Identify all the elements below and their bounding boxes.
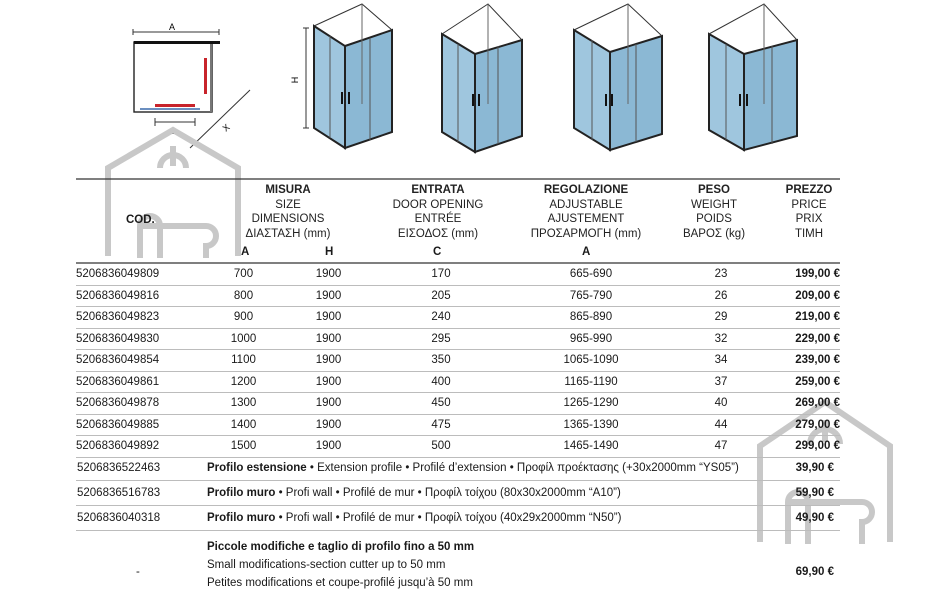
cell-c: 400 <box>376 371 506 393</box>
cell-a: 900 <box>206 307 281 329</box>
table-row <box>76 307 840 329</box>
cell-code: 5206836049892 <box>76 436 206 458</box>
cell-w: 32 <box>676 328 766 350</box>
cell-adj: 1265-1290 <box>506 393 676 415</box>
label-x: X <box>220 121 232 134</box>
profile-price: 59,90 € <box>795 487 834 499</box>
header-weight <box>672 183 756 241</box>
cell-h: 1900 <box>281 328 376 350</box>
profile-code: 5206836516783 <box>77 487 161 499</box>
header-opening-en: DOOR OPENING <box>392 198 484 211</box>
size-table <box>76 264 840 458</box>
profile-row-3 <box>76 506 840 531</box>
header-price-fr: PRIX <box>795 213 823 225</box>
cell-a: 1100 <box>206 350 281 372</box>
header-price-en: PRICE <box>791 198 827 211</box>
header-size <box>236 183 340 241</box>
table-row <box>76 414 840 436</box>
label-h: H <box>290 76 300 84</box>
profile-row-1 <box>76 456 840 481</box>
cell-code: 5206836049816 <box>76 285 206 307</box>
header-size-it: MISURA <box>265 184 311 196</box>
table-row <box>76 328 840 350</box>
header-opening-it: ENTRATA <box>411 184 465 196</box>
label-a: A <box>168 22 176 32</box>
subheader-adj: A <box>582 246 591 258</box>
header-price <box>780 183 838 241</box>
cell-p: 269,00 € <box>766 393 840 415</box>
header-size-en: SIZE <box>275 198 301 211</box>
table-row <box>76 393 840 415</box>
profile-code: 5206836040318 <box>77 512 161 524</box>
profile-description <box>207 456 739 480</box>
cell-code: 5206836049823 <box>76 307 206 329</box>
cell-c: 500 <box>376 436 506 458</box>
cell-adj: 665-690 <box>506 264 676 285</box>
modifications-price: 69,90 € <box>795 566 834 578</box>
cell-a: 700 <box>206 264 281 285</box>
subheader-a: A <box>241 246 250 258</box>
profile-name: Profilo muro <box>207 512 276 524</box>
profile-description <box>207 506 621 530</box>
profile-details: • Profi wall • Profilé de mur • Προφίλ τοίχου (80x30x2000mm “A10”) <box>275 487 621 499</box>
header-cod: COD. <box>126 214 155 226</box>
profile-description <box>207 481 621 505</box>
cell-adj: 765-790 <box>506 285 676 307</box>
cell-code: 5206836049830 <box>76 328 206 350</box>
cell-a: 1400 <box>206 414 281 436</box>
cell-c: 475 <box>376 414 506 436</box>
cell-c: 170 <box>376 264 506 285</box>
modifications-line-fr: Petites modifications et coupe-profilé jusqu’à 50 mm <box>207 577 473 589</box>
cell-h: 1900 <box>281 350 376 372</box>
cell-adj: 1365-1390 <box>506 414 676 436</box>
header-opening-fr: ENTRÉE <box>414 213 462 225</box>
header-size-fr: DIMENSIONS <box>251 213 325 225</box>
modifications-title: Piccole modifiche e taglio di profilo fino a 50 mm <box>207 541 475 553</box>
cell-a: 1000 <box>206 328 281 350</box>
cell-c: 450 <box>376 393 506 415</box>
cell-adj: 865-890 <box>506 307 676 329</box>
profile-details: • Profi wall • Profilé de mur • Προφίλ τοίχου (40x29x2000mm “N50”) <box>275 512 622 524</box>
profile-code: 5206836522463 <box>77 462 161 474</box>
subheader-h: H <box>325 246 334 258</box>
cell-p: 229,00 € <box>766 328 840 350</box>
header-opening-gr: ΕΙΣΟΔΟΣ (mm) <box>397 227 479 240</box>
header-weight-it: PESO <box>698 184 730 196</box>
label-c: C <box>169 126 177 136</box>
header-adjust-gr: ΠΡΟΣΑΡΜΟΓΗ (mm) <box>530 227 642 240</box>
cell-adj: 1065-1090 <box>506 350 676 372</box>
cell-p: 199,00 € <box>766 264 840 285</box>
cell-a: 800 <box>206 285 281 307</box>
cell-adj: 965-990 <box>506 328 676 350</box>
cell-p: 299,00 € <box>766 436 840 458</box>
table-row <box>76 436 840 458</box>
cell-a: 1300 <box>206 393 281 415</box>
header-adjust-en: ADJUSTABLE <box>549 198 623 211</box>
cell-p: 209,00 € <box>766 285 840 307</box>
cell-w: 23 <box>676 264 766 285</box>
cell-p: 259,00 € <box>766 371 840 393</box>
cell-h: 1900 <box>281 436 376 458</box>
profile-price: 49,90 € <box>795 512 834 524</box>
cell-code: 5206836049861 <box>76 371 206 393</box>
header-opening <box>376 183 500 241</box>
profile-name: Profilo muro <box>207 487 276 499</box>
cell-w: 47 <box>676 436 766 458</box>
table-row <box>76 371 840 393</box>
cell-adj: 1465-1490 <box>506 436 676 458</box>
cell-adj: 1165-1190 <box>506 371 676 393</box>
cell-code: 5206836049878 <box>76 393 206 415</box>
cell-a: 1500 <box>206 436 281 458</box>
cell-w: 26 <box>676 285 766 307</box>
profile-price: 39,90 € <box>795 462 834 474</box>
cell-c: 295 <box>376 328 506 350</box>
modifications-code: - <box>136 566 140 578</box>
table-row <box>76 264 840 285</box>
cell-h: 1900 <box>281 307 376 329</box>
header-weight-fr: POIDS <box>696 213 732 225</box>
cell-h: 1900 <box>281 285 376 307</box>
cell-w: 29 <box>676 307 766 329</box>
cell-w: 34 <box>676 350 766 372</box>
table-row <box>76 350 840 372</box>
cell-h: 1900 <box>281 414 376 436</box>
cell-a: 1200 <box>206 371 281 393</box>
modifications-line-en: Small modifications-section cutter up to 50 mm <box>207 559 446 571</box>
profile-name: Profilo estensione <box>207 462 307 474</box>
cell-p: 219,00 € <box>766 307 840 329</box>
header-adjust-it: REGOLAZIONE <box>543 184 629 196</box>
cell-h: 1900 <box>281 393 376 415</box>
cell-h: 1900 <box>281 264 376 285</box>
cell-c: 350 <box>376 350 506 372</box>
cell-h: 1900 <box>281 371 376 393</box>
modifications-block <box>207 538 474 592</box>
cell-c: 205 <box>376 285 506 307</box>
header-adjust <box>518 183 654 241</box>
cell-w: 44 <box>676 414 766 436</box>
cell-p: 239,00 € <box>766 350 840 372</box>
cell-code: 5206836049809 <box>76 264 206 285</box>
profile-row-2 <box>76 481 840 506</box>
header-size-gr: ΔΙΑΣΤΑΣΗ (mm) <box>245 227 331 240</box>
cell-code: 5206836049885 <box>76 414 206 436</box>
header-adjust-fr: AJUSTEMENT <box>547 213 625 225</box>
header-weight-gr: ΒΑΡΟΣ (kg) <box>682 227 746 240</box>
header-price-gr: ΤΙΜΗ <box>794 227 824 240</box>
cell-code: 5206836049854 <box>76 350 206 372</box>
cell-c: 240 <box>376 307 506 329</box>
header-weight-en: WEIGHT <box>691 198 737 211</box>
cell-p: 279,00 € <box>766 414 840 436</box>
cell-w: 37 <box>676 371 766 393</box>
header-price-it: PREZZO <box>785 184 833 196</box>
profile-details: • Extension profile • Profilé d’extension • Προφίλ προέκτασης (+30x2000mm “YS05”) <box>306 462 739 474</box>
cell-w: 40 <box>676 393 766 415</box>
table-row <box>76 285 840 307</box>
subheader-c: C <box>433 246 442 258</box>
